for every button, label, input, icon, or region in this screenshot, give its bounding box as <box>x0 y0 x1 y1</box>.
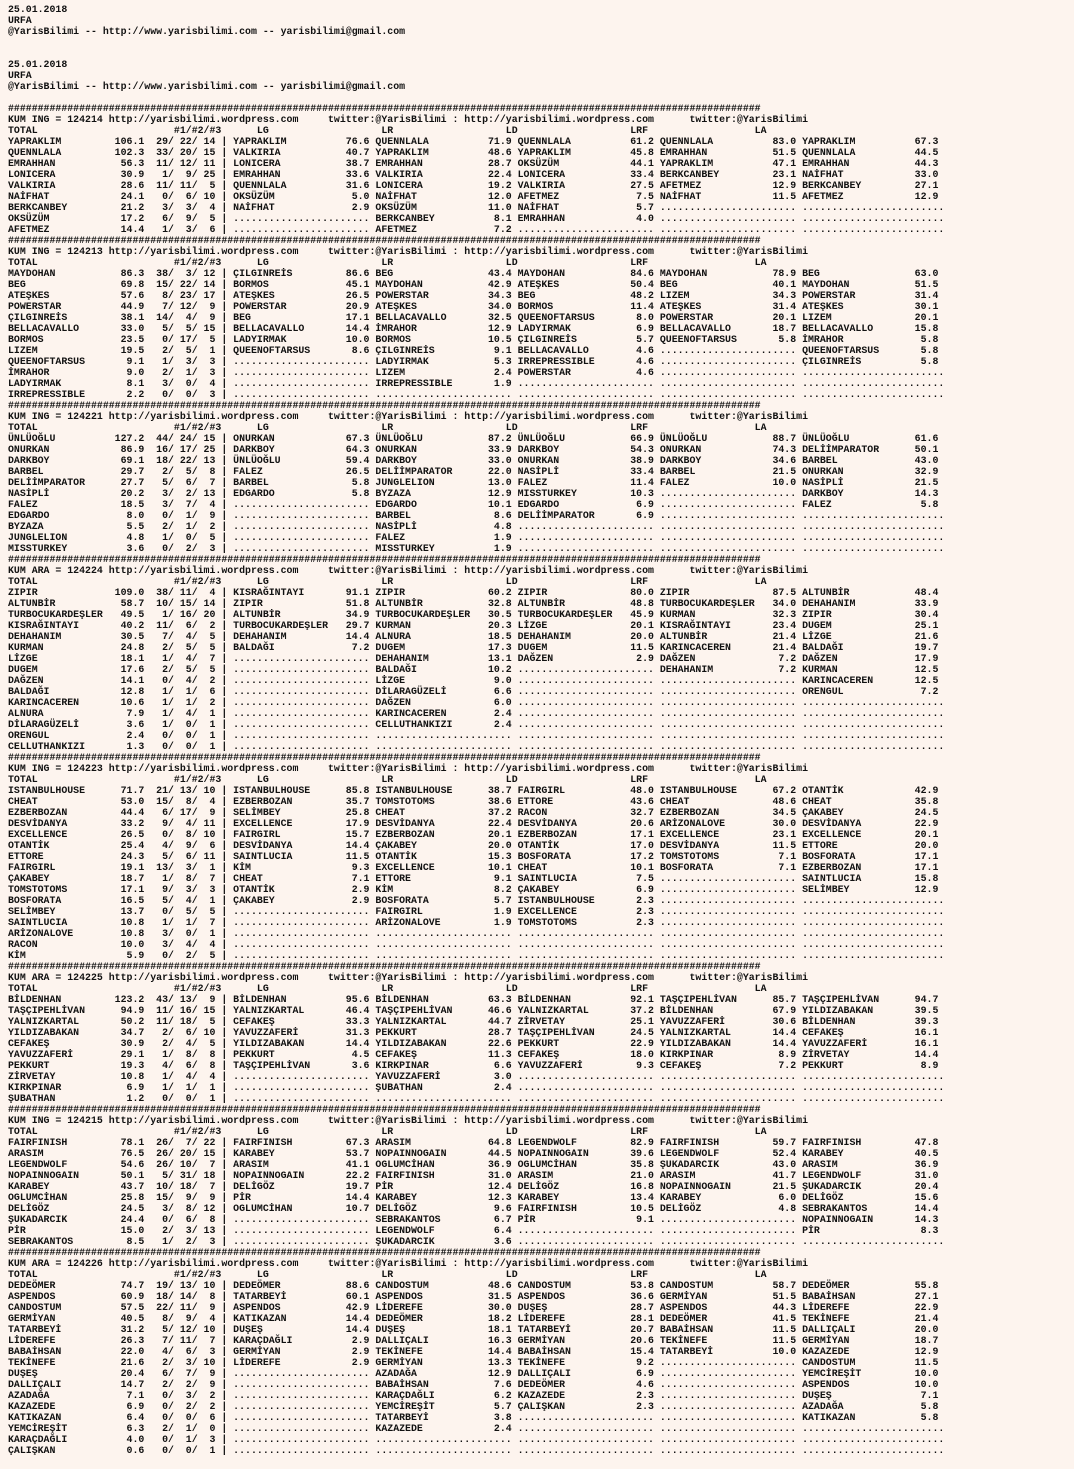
report-line: TAŞÇIPEHLİVAN 94.9 11/ 16/ 15 | YALNIZKARTAL 46.4 TAŞÇIPEHLİVAN 46.6 YALNIZKARTAL 37.2 BİLDENHAN 67.9 YILDIZABAKAN 39.5 <box>8 1005 939 1016</box>
report-line: TOTAL #1/#2/#3 LG LR LD LRF LA <box>8 983 767 994</box>
report-line: KUM ARA = 124225 http://yarisbilimi.wordpress.com twitter:@YarisBilimi : http://yarisbilimi.wordpress.com twitter:@YarisBilimi <box>8 972 809 983</box>
report-line: 25.01.2018 <box>8 4 68 15</box>
report-line: EZBERBOZAN 44.4 6/ 17/ 9 | SELİMBEY 25.8 CHEAT 37.2 RACON 32.7 EZBERBOZAN 34.5 ÇAKABEY 24.5 <box>8 807 939 818</box>
report-line: FALEZ 18.5 3/ 7/ 4 | ....................... EDGARDO 10.1 EDGARDO 6.9 ....................... FALEZ 5.8 <box>8 499 939 510</box>
report-line: KAZAZEDE 6.9 0/ 2/ 2 | ....................... YEMCİREŞİT 5.7 ÇALIŞKAN 2.3 ....................... AZADAĞA 5.8 <box>8 1401 939 1412</box>
report-line: OKSÜZÜM 17.2 6/ 9/ 5 | ....................... BERKCANBEY 8.1 EMRAHHAN 4.0 ....................... ........................ <box>8 213 945 224</box>
report-line: @YarisBilimi -- http://www.yarisbilimi.com -- yarisbilimi@gmail.com <box>8 81 406 92</box>
report-line: @YarisBilimi -- http://www.yarisbilimi.com -- yarisbilimi@gmail.com <box>8 26 406 37</box>
report-line: TOMSTOTOMS 17.1 9/ 3/ 3 | OTANTİK 2.9 KİM 8.2 ÇAKABEY 6.9 ....................... SELİMBEY 12.9 <box>8 884 939 895</box>
report-line: ALNURA 7.9 1/ 4/ 1 | ....................... KARINCACEREN 2.4 ....................... ....................... ........................ <box>8 708 945 719</box>
report-line: TOTAL #1/#2/#3 LG LR LD LRF LA <box>8 576 767 587</box>
report-line: QUEENOFTARSUS 9.1 1/ 3/ 3 | ....................... LADYIRMAK 5.3 IRREPRESSIBLE 4.6 ....................... ÇILGINREİS 5.8 <box>8 356 939 367</box>
report-line: ALTUNBİR 58.7 10/ 15/ 14 | ZIPIR 51.8 ALTUNBİR 32.8 ALTUNBİR 48.8 TURBOCUKARDEŞLER 34.0 DEHAHANIM 33.9 <box>8 598 939 609</box>
report-line: PEKKURT 19.3 4/ 6/ 8 | TAŞÇIPEHLİVAN 3.6 KIRKPINAR 6.6 YAVUZZAFERİ 9.3 CEFAKEŞ 7.2 PEKKURT 8.9 <box>8 1060 939 1071</box>
report-line: OGLUMCİHAN 25.8 15/ 9/ 9 | PİR 14.4 KARABEY 12.3 KARABEY 13.4 KARABEY 6.0 DELİGÖZ 15.6 <box>8 1192 939 1203</box>
report-line: DUGEM 17.6 2/ 5/ 5 | ....................... BALDAĞI 10.2 ....................... DEHAHANIM 7.2 KURMAN 12.5 <box>8 664 939 675</box>
report-line: VALKIRIA 28.6 11/ 11/ 5 | QUENNLALA 31.6 LONICERA 19.2 VALKIRIA 27.5 AFETMEZ 12.9 BERKCANBEY 27.1 <box>8 180 939 191</box>
report-line: ÇILGINREİS 38.1 14/ 4/ 9 | BEG 17.1 BELLACAVALLO 32.5 QUEENOFTARSUS 8.0 POWERSTAR 20.1 LIZEM 20.1 <box>8 312 939 323</box>
report-line: ISTANBULHOUSE 71.7 21/ 13/ 10 | ISTANBULHOUSE 85.8 ISTANBULHOUSE 38.7 FAIRGIRL 48.0 ISTANBULHOUSE 67.2 OTANTİK 42.9 <box>8 785 939 796</box>
report-line: ############################################################################################################################### <box>8 1247 761 1258</box>
report-line: ŞUKADARCIK 24.4 0/ 6/ 8 | ....................... SEBRAKANTOS 6.7 PİR 9.1 ....................... NOPAINNOGAIN 14.3 <box>8 1214 939 1225</box>
report-line: TEKİNEFE 21.6 2/ 3/ 10 | LİDEREFE 2.9 GERMİYAN 13.3 TEKİNEFE 9.2 ....................... CANDOSTUM 11.5 <box>8 1357 939 1368</box>
report-line: ############################################################################################################################### <box>8 961 761 972</box>
report-line <box>8 92 1074 103</box>
report-line: JUNGLELION 4.8 1/ 0/ 5 | ....................... FALEZ 1.9 ....................... ....................... ........................ <box>8 532 945 543</box>
report-line: KUM ING = 124221 http://yarisbilimi.wordpress.com twitter:@YarisBilimi : http://yarisbilimi.wordpress.com twitter:@YarisBilimi <box>8 411 809 422</box>
report-line: CELLUTHANKIZI 1.3 0/ 0/ 1 | ....................... ....................... ....................... ....................... ........................ <box>8 741 945 752</box>
report-line: BARBEL 29.7 2/ 5/ 8 | FALEZ 26.5 DELİİMPARATOR 22.0 NASİPLİ 33.4 BARBEL 21.5 ONURKAN 32.9 <box>8 466 939 477</box>
report-line: ATEŞKES 57.6 8/ 23/ 17 | ATEŞKES 26.5 POWERSTAR 34.3 BEG 48.2 LIZEM 34.3 POWERSTAR 31.4 <box>8 290 939 301</box>
report-line: FAIRGIRL 19.1 13/ 3/ 1 | KİM 9.3 EXCELLENCE 10.1 CHEAT 10.1 BOSFORATA 7.1 EZBERBOZAN 17.1 <box>8 862 939 873</box>
report-line: ARASIM 76.5 26/ 20/ 15 | KARABEY 53.7 NOPAINNOGAIN 44.5 NOPAINNOGAIN 39.6 LEGENDWOLF 52.4 KARABEY 40.5 <box>8 1148 939 1159</box>
report-line: KURMAN 24.8 2/ 5/ 5 | BALDAĞI 7.2 DUGEM 17.3 DUGEM 11.5 KARINCACEREN 21.4 BALDAĞI 19.7 <box>8 642 939 653</box>
report-line: ŞUBATHAN 1.2 0/ 0/ 1 | ....................... ....................... ....................... ....................... ........................ <box>8 1093 945 1104</box>
report-line: ############################################################################################################################### <box>8 400 761 411</box>
report-line: KUM ING = 124214 http://yarisbilimi.wordpress.com twitter:@YarisBilimi : http://yarisbilimi.wordpress.com twitter:@YarisBilimi <box>8 114 809 125</box>
report-line: QUENNLALA 102.3 33/ 20/ 15 | VALKIRIA 40.7 YAPRAKLIM 48.6 YAPRAKLIM 45.8 EMRAHHAN 51.5 QUENNLALA 44.5 <box>8 147 939 158</box>
report-line: NAİFHAT 24.1 0/ 6/ 10 | OKSÜZÜM 5.0 NAİFHAT 12.0 AFETMEZ 7.5 NAİFHAT 11.5 AFETMEZ 12.9 <box>8 191 939 202</box>
report-line: BEG 69.8 15/ 22/ 14 | BORMOS 45.1 MAYDOHAN 42.9 ATEŞKES 50.4 BEG 40.1 MAYDOHAN 51.5 <box>8 279 939 290</box>
report-line: LIZEM 19.5 2/ 5/ 1 | QUEENOFTARSUS 8.6 ÇILGINREİS 9.1 BELLACAVALLO 4.6 ....................... QUEENOFTARSUS 5.8 <box>8 345 939 356</box>
report-line: YEMCİREŞİT 6.3 2/ 1/ 0 | ....................... KAZAZEDE 2.4 ....................... ....................... ........................ <box>8 1423 945 1434</box>
report-line: AZADAĞA 7.1 0/ 3/ 2 | ....................... KARAÇDAĞLI 6.2 KAZAZEDE 2.3 ....................... DUŞEŞ 7.1 <box>8 1390 939 1401</box>
report-line <box>8 37 1074 48</box>
report-line: ASPENDOS 60.9 18/ 14/ 8 | TATARBEYİ 60.1 ASPENDOS 31.5 ASPENDOS 36.6 GERMİYAN 51.5 BABAİHSAN 27.1 <box>8 1291 939 1302</box>
report-line: TURBOCUKARDEŞLER 49.5 1/ 16/ 20 | ALTUNBİR 34.9 TURBOCUKARDEŞLER 30.5 TURBOCUKARDEŞLER 45.9 KURMAN 32.3 ZIPIR 30.4 <box>8 609 939 620</box>
report-line: BOSFORATA 16.5 5/ 4/ 1 | ÇAKABEY 2.9 BOSFORATA 5.7 ISTANBULHOUSE 2.3 ....................... ........................ <box>8 895 945 906</box>
report-line: KISRAĞINTAYI 40.2 11/ 6/ 2 | TURBOCUKARDEŞLER 29.7 KURMAN 20.3 LİZGE 20.1 KISRAĞINTAYI 23.4 DUGEM 25.1 <box>8 620 939 631</box>
report-line: ZİRVETAY 10.8 1/ 4/ 4 | ....................... YAVUZZAFERİ 3.0 ....................... ....................... ........................ <box>8 1071 945 1082</box>
report-line: TATARBEYİ 31.2 5/ 12/ 10 | DUŞEŞ 14.4 DUŞEŞ 18.1 TATARBEYİ 20.7 BABAİHSAN 11.5 DALLIÇALI 20.0 <box>8 1324 939 1335</box>
report-line: YAVUZZAFERİ 29.1 1/ 8/ 8 | PEKKURT 4.5 CEFAKEŞ 11.3 CEFAKEŞ 18.0 KIRKPINAR 8.9 ZİRVETAY 14.4 <box>8 1049 939 1060</box>
report-line: GERMİYAN 40.5 8/ 9/ 4 | KATIKAZAN 14.4 DEDEÖMER 18.2 LİDEREFE 28.1 DEDEÖMER 41.5 TEKİNEFE 21.4 <box>8 1313 939 1324</box>
report-line: TOTAL #1/#2/#3 LG LR LD LRF LA <box>8 1269 767 1280</box>
report-line: KİM 5.9 0/ 2/ 5 | ....................... ....................... ....................... ....................... ........................ <box>8 950 945 961</box>
report-line: BORMOS 23.5 0/ 17/ 5 | LADYIRMAK 10.0 BORMOS 10.5 ÇILGINREİS 5.7 QUEENOFTARSUS 5.8 İMRAHOR 5.8 <box>8 334 939 345</box>
report-line: LİDEREFE 26.3 7/ 11/ 7 | KARAÇDAĞLI 2.9 DALLIÇALI 16.3 GERMİYAN 20.6 TEKİNEFE 11.5 GERMİYAN 18.7 <box>8 1335 939 1346</box>
report-line: ############################################################################################################################### <box>8 103 761 114</box>
report-line: BERKCANBEY 21.2 3/ 3/ 4 | NAİFHAT 2.9 OKSÜZÜM 11.0 NAİFHAT 5.7 ....................... ........................ <box>8 202 945 213</box>
report-line: DELİGÖZ 24.5 3/ 8/ 12 | OGLUMCİHAN 10.7 DELİGÖZ 9.6 FAIRFINISH 10.5 DELİGÖZ 4.8 SEBRAKANTOS 14.4 <box>8 1203 939 1214</box>
report-line: CANDOSTUM 57.5 22/ 11/ 9 | ASPENDOS 42.9 LİDEREFE 30.0 DUŞEŞ 28.7 ASPENDOS 44.3 LİDEREFE 22.9 <box>8 1302 939 1313</box>
report-line: DAĞZEN 14.1 0/ 4/ 2 | ....................... LİZGE 9.0 ....................... ....................... KARINCACEREN 12.5 <box>8 675 939 686</box>
report-line: CHEAT 53.0 15/ 8/ 4 | EZBERBOZAN 35.7 TOMSTOTOMS 38.6 ETTORE 43.6 CHEAT 48.6 CHEAT 35.8 <box>8 796 939 807</box>
report-line: IRREPRESSIBLE 2.2 0/ 0/ 3 | ....................... ....................... ....................... ....................... ........................ <box>8 389 945 400</box>
report-line: TOTAL #1/#2/#3 LG LR LD LRF LA <box>8 125 767 136</box>
report-line: ÇAKABEY 18.7 1/ 8/ 7 | CHEAT 7.1 ETTORE 9.1 SAINTLUCIA 7.5 ....................... SAINTLUCIA 15.8 <box>8 873 939 884</box>
report-line: KATIKAZAN 6.4 0/ 0/ 6 | ....................... TATARBEYİ 3.8 ....................... ....................... KATIKAZAN 5.8 <box>8 1412 939 1423</box>
report-line: DARKBOY 69.1 18/ 22/ 13 | ÜNLÜOĞLU 59.4 DARKBOY 33.0 ONURKAN 38.9 DARKBOY 34.6 BARBEL 43.0 <box>8 455 939 466</box>
report-line: KARINCACEREN 10.6 1/ 1/ 2 | ....................... DAĞZEN 6.0 ....................... ....................... ........................ <box>8 697 945 708</box>
report-line: ONURKAN 86.9 16/ 17/ 25 | DARKBOY 64.3 ONURKAN 33.9 DARKBOY 54.3 ONURKAN 74.3 DELİİMPARATOR 50.1 <box>8 444 939 455</box>
report-line: NASİPLİ 20.2 3/ 2/ 13 | EDGARDO 5.8 BYZAZA 12.9 MISSTURKEY 10.3 ....................... DARKBOY 14.3 <box>8 488 939 499</box>
report-line: YILDIZABAKAN 34.7 2/ 6/ 10 | YAVUZZAFERİ 31.3 PEKKURT 28.7 TAŞÇIPEHLİVAN 24.5 YALNIZKARTAL 14.4 CEFAKEŞ 16.1 <box>8 1027 939 1038</box>
report-line: SELİMBEY 13.7 0/ 5/ 5 | ....................... FAIRGIRL 1.9 EXCELLENCE 2.3 ....................... ........................ <box>8 906 945 917</box>
report-line: ÜNLÜOĞLU 127.2 44/ 24/ 15 | ONURKAN 67.3 ÜNLÜOĞLU 87.2 ÜNLÜOĞLU 66.9 ÜNLÜOĞLU 88.7 ÜNLÜOĞLU 61.6 <box>8 433 939 444</box>
report-line: BYZAZA 5.5 2/ 1/ 2 | ....................... NASİPLİ 4.8 ....................... ....................... ........................ <box>8 521 945 532</box>
report-line: DELİİMPARATOR 27.7 5/ 6/ 7 | BARBEL 5.8 JUNGLELION 13.0 FALEZ 11.4 FALEZ 10.0 NASİPLİ 21.5 <box>8 477 939 488</box>
report-line: YALNIZKARTAL 50.2 11/ 18/ 5 | CEFAKEŞ 33.3 YALNIZKARTAL 44.7 ZİRVETAY 25.1 YAVUZZAFERİ 30.6 BİLDENHAN 39.3 <box>8 1016 939 1027</box>
report-line: DEDEÖMER 74.7 19/ 13/ 10 | DEDEÖMER 88.6 CANDOSTUM 48.6 CANDOSTUM 53.8 CANDOSTUM 58.7 DEDEÖMER 55.8 <box>8 1280 939 1291</box>
report-line: ÇALIŞKAN 0.6 0/ 0/ 1 | ....................... ....................... ....................... ....................... ........................ <box>8 1445 945 1456</box>
report-line: EXCELLENCE 26.5 0/ 8/ 10 | FAIRGIRL 15.7 EZBERBOZAN 20.1 EZBERBOZAN 17.1 EXCELLENCE 23.1 EXCELLENCE 20.1 <box>8 829 939 840</box>
report-line <box>8 48 1074 59</box>
report-line: NOPAINNOGAIN 50.1 5/ 31/ 18 | NOPAINNOGAIN 22.2 FAIRFINISH 31.0 ARASIM 21.0 ARASIM 41.7 LEGENDWOLF 31.0 <box>8 1170 939 1181</box>
report-line: DUŞEŞ 20.4 6/ 7/ 9 | ....................... AZADAĞA 12.9 DALLIÇALI 6.9 ....................... YEMCİREŞİT 10.0 <box>8 1368 939 1379</box>
report-line: MISSTURKEY 3.6 0/ 2/ 3 | ....................... MISSTURKEY 1.9 ....................... ....................... ........................ <box>8 543 945 554</box>
report-line: ############################################################################################################################### <box>8 554 761 565</box>
report-line: TOTAL #1/#2/#3 LG LR LD LRF LA <box>8 257 767 268</box>
report-line: İMRAHOR 9.0 2/ 1/ 3 | ....................... LIZEM 2.4 POWERSTAR 4.6 ....................... ........................ <box>8 367 945 378</box>
report-line: BELLACAVALLO 33.0 5/ 5/ 15 | BELLACAVALLO 14.4 İMRAHOR 12.9 LADYIRMAK 6.9 BELLACAVALLO 18.7 BELLACAVALLO 15.8 <box>8 323 939 334</box>
report-line: LADYIRMAK 8.1 3/ 0/ 4 | ....................... IRREPRESSIBLE 1.9 ....................... ....................... ........................ <box>8 378 945 389</box>
report-line: POWERSTAR 44.9 7/ 12/ 9 | POWERSTAR 20.9 ATEŞKES 34.0 BORMOS 11.4 ATEŞKES 31.4 ATEŞKES 30.1 <box>8 301 939 312</box>
report-line: EDGARDO 8.0 0/ 1/ 9 | ....................... BARBEL 8.6 DELİİMPARATOR 6.9 ....................... ........................ <box>8 510 945 521</box>
report-line: TOTAL #1/#2/#3 LG LR LD LRF LA <box>8 774 767 785</box>
report-line: KIRKPINAR 6.9 1/ 1/ 1 | ....................... ŞUBATHAN 2.4 ....................... ....................... ........................ <box>8 1082 945 1093</box>
report-line: SAINTLUCIA 10.8 1/ 1/ 7 | ....................... ARİZONALOVE 1.9 TOMSTOTOMS 2.3 ....................... ........................ <box>8 917 945 928</box>
report-line: BİLDENHAN 123.2 43/ 13/ 9 | BİLDENHAN 95.6 BİLDENHAN 63.3 BİLDENHAN 92.1 TAŞÇIPEHLİVAN 85.7 TAŞÇIPEHLİVAN 94.7 <box>8 994 939 1005</box>
report-line: LONICERA 30.9 1/ 9/ 25 | EMRAHHAN 33.6 VALKIRIA 22.4 LONICERA 33.4 BERKCANBEY 23.1 NAİFHAT 33.0 <box>8 169 939 180</box>
report-line: URFA <box>8 15 32 26</box>
report-line: OTANTİK 25.4 4/ 9/ 6 | DESVİDANYA 14.4 ÇAKABEY 20.0 OTANTİK 17.0 DESVİDANYA 11.5 ETTORE 20.0 <box>8 840 939 851</box>
report-line: BABAİHSAN 22.0 4/ 6/ 3 | GERMİYAN 2.9 TEKİNEFE 14.4 BABAİHSAN 15.4 TATARBEYİ 10.0 KAZAZEDE 12.9 <box>8 1346 939 1357</box>
report-line: FAIRFINISH 78.1 26/ 7/ 22 | FAIRFINISH 67.3 ARASIM 64.8 LEGENDWOLF 82.9 FAIRFINISH 59.7 FAIRFINISH 47.8 <box>8 1137 939 1148</box>
report-line: RACON 10.0 3/ 4/ 4 | ....................... ....................... ....................... ....................... ........................ <box>8 939 945 950</box>
report-line: KARABEY 43.7 10/ 18/ 7 | DELİGÖZ 19.7 PİR 12.4 DELİGÖZ 16.8 NOPAINNOGAIN 21.5 ŞUKADARCIK 20.4 <box>8 1181 939 1192</box>
report-line: DALLIÇALI 14.7 2/ 2/ 9 | ....................... BABAİHSAN 7.6 DEDEÖMER 4.6 ....................... ASPENDOS 10.0 <box>8 1379 939 1390</box>
report-line: KUM ARA = 124224 http://yarisbilimi.wordpress.com twitter:@YarisBilimi : http://yarisbilimi.wordpress.com twitter:@YarisBilimi <box>8 565 809 576</box>
report-line: KUM ING = 124213 http://yarisbilimi.wordpress.com twitter:@YarisBilimi : http://yarisbilimi.wordpress.com twitter:@YarisBilimi <box>8 246 809 257</box>
report-line: TOTAL #1/#2/#3 LG LR LD LRF LA <box>8 422 767 433</box>
report-line: ETTORE 24.3 5/ 6/ 11 | SAINTLUCIA 11.5 OTANTİK 15.3 BOSFORATA 17.2 TOMSTOTOMS 7.1 BOSFORATA 17.1 <box>8 851 939 862</box>
report-line: 25.01.2018 <box>8 59 68 70</box>
report-line: BALDAĞI 12.8 1/ 1/ 6 | ....................... DİLARAGÜZELİ 6.6 ....................... ....................... ORENGUL 7.2 <box>8 686 939 697</box>
report-line: DİLARAGÜZELİ 3.6 1/ 0/ 1 | ....................... CELLUTHANKIZI 2.4 ....................... ....................... ........................ <box>8 719 945 730</box>
report-line: URFA <box>8 70 32 81</box>
report-line: ############################################################################################################################### <box>8 752 761 763</box>
report-line: KUM ING = 124223 http://yarisbilimi.wordpress.com twitter:@YarisBilimi : http://yarisbilimi.wordpress.com twitter:@YarisBilimi <box>8 763 809 774</box>
report-line: LİZGE 18.1 1/ 4/ 7 | ....................... DEHAHANIM 13.1 DAĞZEN 2.9 DAĞZEN 7.2 DAĞZEN 17.9 <box>8 653 939 664</box>
report-line: ############################################################################################################################### <box>8 1104 761 1115</box>
report-line: DEHAHANIM 30.5 7/ 4/ 5 | DEHAHANIM 14.4 ALNURA 18.5 DEHAHANIM 20.0 ALTUNBİR 21.4 LİZGE 21.6 <box>8 631 939 642</box>
report-line: KUM ARA = 124226 http://yarisbilimi.wordpress.com twitter:@YarisBilimi : http://yarisbilimi.wordpress.com twitter:@YarisBilimi <box>8 1258 809 1269</box>
report-line: ORENGUL 2.4 0/ 0/ 1 | ....................... ....................... ....................... ....................... ........................ <box>8 730 945 741</box>
report-line: ARİZONALOVE 10.8 3/ 0/ 1 | ....................... ....................... ....................... ....................... ........................ <box>8 928 945 939</box>
report-line: SEBRAKANTOS 8.5 1/ 2/ 3 | ....................... ŞUKADARCIK 3.6 ....................... ....................... ........................ <box>8 1236 945 1247</box>
report-line: AFETMEZ 14.4 1/ 3/ 6 | ....................... AFETMEZ 7.2 ....................... ....................... ........................ <box>8 224 945 235</box>
report-line: LEGENDWOLF 54.6 26/ 10/ 7 | ARASIM 41.1 OGLUMCİHAN 36.9 OGLUMCİHAN 35.8 ŞUKADARCIK 43.0 ARASIM 36.9 <box>8 1159 939 1170</box>
report-line: DESVİDANYA 33.2 9/ 4/ 11 | EXCELLENCE 17.9 DESVİDANYA 22.4 DESVİDANYA 20.6 ARİZONALOVE 30.0 DESVİDANYA 22.9 <box>8 818 939 829</box>
report-line: PİR 15.0 2/ 3/ 13 | ....................... LEGENDWOLF 6.4 ....................... ....................... PİR 8.3 <box>8 1225 939 1236</box>
report-line: MAYDOHAN 86.3 38/ 3/ 12 | ÇILGINREİS 86.6 BEG 43.4 MAYDOHAN 84.6 MAYDOHAN 78.9 BEG 63.0 <box>8 268 939 279</box>
report-line: TOTAL #1/#2/#3 LG LR LD LRF LA <box>8 1126 767 1137</box>
report-line: YAPRAKLIM 106.1 29/ 22/ 14 | YAPRAKLIM 76.6 QUENNLALA 71.9 QUENNLALA 61.2 QUENNLALA 83.0 YAPRAKLIM 67.3 <box>8 136 939 147</box>
report-line: ############################################################################################################################### <box>8 235 761 246</box>
report-line: CEFAKEŞ 30.9 2/ 4/ 5 | YILDIZABAKAN 14.4 YILDIZABAKAN 22.6 PEKKURT 22.9 YILDIZABAKAN 14.4 YAVUZZAFERİ 16.1 <box>8 1038 939 1049</box>
report-line: KUM ING = 124215 http://yarisbilimi.wordpress.com twitter:@YarisBilimi : http://yarisbilimi.wordpress.com twitter:@YarisBilimi <box>8 1115 809 1126</box>
report-line: KARAÇDAĞLI 4.0 0/ 1/ 3 | ....................... ....................... ....................... ....................... ........................ <box>8 1434 945 1445</box>
report-line: ZIPIR 109.0 38/ 11/ 4 | KISRAĞINTAYI 91.1 ZIPIR 60.2 ZIPIR 80.0 ZIPIR 87.5 ALTUNBİR 48.4 <box>8 587 939 598</box>
report-line: EMRAHHAN 56.3 11/ 12/ 11 | LONICERA 38.7 EMRAHHAN 28.7 OKSÜZÜM 44.1 YAPRAKLIM 47.1 EMRAHHAN 44.3 <box>8 158 939 169</box>
